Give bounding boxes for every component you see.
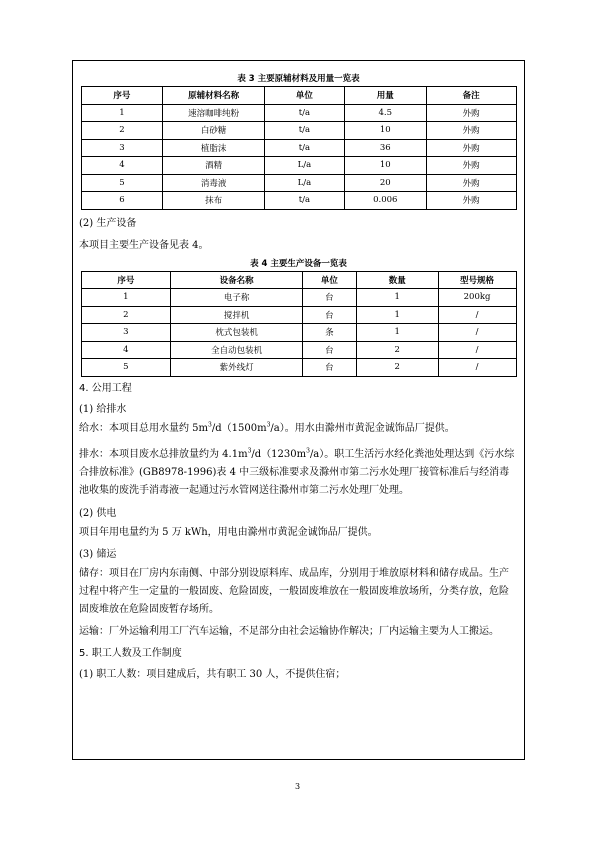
table-row: [81, 324, 516, 342]
cell: 36: [344, 139, 426, 157]
cell: 1: [356, 306, 438, 324]
water-supply-text: [79, 420, 518, 438]
cell: L/a: [265, 174, 345, 192]
cell: 电子称: [171, 289, 303, 307]
equipment-table: [81, 271, 517, 377]
cell: 10: [344, 157, 426, 175]
cell: /: [438, 341, 516, 359]
table-row: [81, 104, 516, 122]
table-row: [81, 289, 516, 307]
drainage-sup-2: 3: [306, 447, 310, 455]
cell: 搅拌机: [171, 306, 303, 324]
header-index: 序号: [81, 271, 171, 289]
transport-text: 运输：厂外运输利用工厂汽车运输，不足部分由社会运输协作解决；厂内运输主要为人工搬运。: [79, 625, 499, 637]
water-supply-part-c: /a）。用水由滁州市黄泥金诚饰品厂提供。: [270, 422, 455, 434]
section-staff-title: 5. 职工人数及工作制度: [79, 647, 182, 659]
cell: t/a: [265, 122, 345, 140]
water-supply-sup-1: 3: [208, 421, 212, 429]
cell: 植脂沫: [163, 139, 265, 157]
cell: 紫外线灯: [171, 359, 303, 377]
cell: 外购: [426, 192, 516, 210]
staff-text: (1) 职工人数：项目建成后，共有职工 30 人，不提供住宿；: [79, 668, 346, 680]
cell: 1: [356, 289, 438, 307]
power-text: 项目年用电量约为 5 万 kWh，用电由滁州市黄泥金诚饰品厂提供。: [79, 526, 378, 538]
cell: 5: [81, 359, 171, 377]
cell: L/a: [265, 157, 345, 175]
page-content: [79, 61, 518, 684]
cell: t/a: [265, 139, 345, 157]
cell: 1: [356, 324, 438, 342]
table-row: [81, 359, 516, 377]
cell: t/a: [265, 192, 345, 210]
cell: 3: [81, 324, 171, 342]
cell: 速溶咖啡纯粉: [163, 104, 265, 122]
cell: 2: [356, 359, 438, 377]
water-supply-part-a: 给水：本项目总用水量约 5m: [79, 422, 209, 434]
cell: 酒精: [163, 157, 265, 175]
header-equipment-name: 设备名称: [171, 271, 303, 289]
water-title: (1) 给排水: [79, 403, 127, 415]
cell: 2: [356, 341, 438, 359]
header-unit: 单位: [265, 87, 345, 105]
cell: t/a: [265, 104, 345, 122]
table-row: [81, 174, 516, 192]
table-row: [81, 122, 516, 140]
cell: 10: [344, 122, 426, 140]
water-supply-part-b: /d（1500m: [211, 422, 267, 434]
cell: 2: [81, 122, 163, 140]
cell: 外购: [426, 157, 516, 175]
cell: 条: [302, 324, 356, 342]
cell: 0.006: [344, 192, 426, 210]
cell: 1: [81, 289, 171, 307]
table-row: [81, 341, 516, 359]
cell: /: [438, 324, 516, 342]
cell: /: [438, 306, 516, 324]
cell: 200kg: [438, 289, 516, 307]
table-row: [81, 139, 516, 157]
cell: 20: [344, 174, 426, 192]
water-supply-sup-2: 3: [266, 421, 271, 429]
cell: 外购: [426, 122, 516, 140]
header-amount: 用量: [344, 87, 426, 105]
header-index: 序号: [81, 87, 163, 105]
cell: 6: [81, 192, 163, 210]
drainage-text: [79, 446, 518, 500]
cell: 外购: [426, 104, 516, 122]
drainage-part-b: /d（1230m: [251, 448, 307, 460]
table-header-row: [81, 87, 516, 105]
header-quantity: 数量: [356, 271, 438, 289]
cell: 4: [81, 157, 163, 175]
cell: 枕式包装机: [171, 324, 303, 342]
equipment-intro-text: 本项目主要生产设备见表 4。: [79, 239, 209, 251]
storage-text: 储存：项目在厂房内东南侧、中部分别设原料库、成品库，分别用于堆放原材料和储存成品。生产过程中将产生一定量的一般固废、危险固废，一般固废堆放在一般固废堆放场所，分类存放，危险固废堆放在危险固废暂存场所。: [79, 567, 509, 615]
cell: 4.5: [344, 104, 426, 122]
cell: 台: [302, 359, 356, 377]
drainage-sup-1: 3: [247, 447, 252, 455]
power-title: (2) 供电: [79, 507, 117, 519]
table-row: [81, 157, 516, 175]
cell: 台: [302, 289, 356, 307]
table-row: [81, 306, 516, 324]
header-remark: 备注: [426, 87, 516, 105]
drainage-part-c: /a）。职工生活污水经化粪池处理达到《污水综合排放标准》(GB8978-1996)表 4 中三级标准要求及滁州市第二污水处理厂接管标准后与经消毒池收集的废洗手消毒液一起通过污水管网送往滁州市第二污水处理厂处理。: [79, 448, 515, 496]
cell: 全自动包装机: [171, 341, 303, 359]
storage-title: (3) 储运: [79, 548, 117, 560]
header-model: 型号规格: [438, 271, 516, 289]
table4-caption: 表 4 主要生产设备一览表: [250, 258, 347, 269]
cell: 3: [81, 139, 163, 157]
section-utilities-title: 4. 公用工程: [79, 382, 132, 394]
table-header-row: [81, 271, 516, 289]
cell: 外购: [426, 139, 516, 157]
header-unit: 单位: [302, 271, 356, 289]
cell: 5: [81, 174, 163, 192]
cell: 4: [81, 341, 171, 359]
cell: 外购: [426, 174, 516, 192]
drainage-part-a: 排水：本项目废水总排放量约为 4.1m: [79, 448, 248, 460]
section-production-equipment-title: (2) 生产设备: [79, 217, 137, 229]
cell: /: [438, 359, 516, 377]
table-row: [81, 192, 516, 210]
page-frame: [72, 60, 525, 760]
raw-materials-table: [81, 86, 517, 210]
table3-caption: 表 3 主要原辅材料及用量一览表: [237, 74, 360, 84]
cell: 消毒液: [163, 174, 265, 192]
cell: 台: [302, 341, 356, 359]
header-material-name: 原辅材料名称: [163, 87, 265, 105]
cell: 抹布: [163, 192, 265, 210]
cell: 2: [81, 306, 171, 324]
cell: 台: [302, 306, 356, 324]
cell: 1: [81, 104, 163, 122]
cell: 白砂糖: [163, 122, 265, 140]
page-number: 3: [294, 782, 301, 791]
